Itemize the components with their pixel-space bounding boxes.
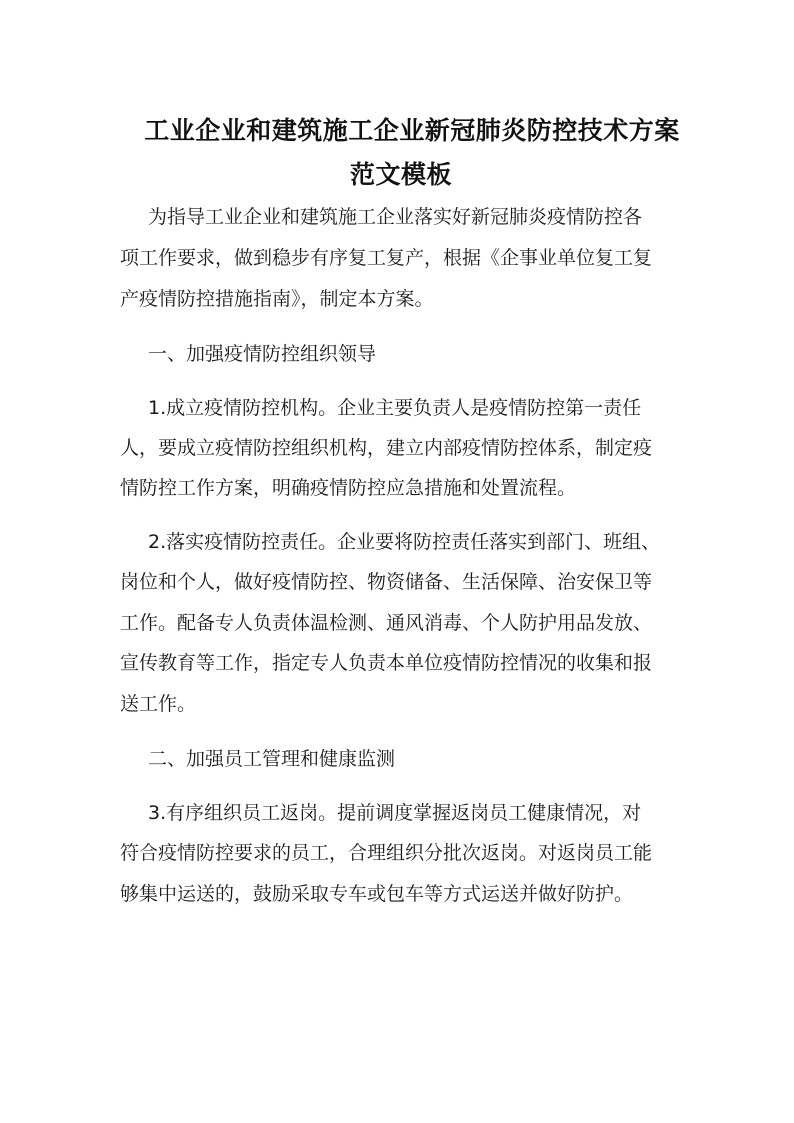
paragraph-line: 1.成立疫情防控机构。企业主要负责人是疫情防控第一责任 (148, 397, 642, 419)
paragraph-line: 为指导工业企业和建筑施工企业落实好新冠肺炎疫情防控各 (148, 206, 643, 228)
paragraph-line: 3.有序组织员工返岗。提前调度掌握返岗员工健康情况，对 (148, 802, 642, 824)
paragraph-line: 情防控工作方案，明确疫情防控应急措施和处置流程。 (120, 477, 577, 499)
document-title-line-1: 工业企业和建筑施工企业新冠肺炎防控技术方案 (144, 116, 680, 145)
paragraph-line: 人，要成立疫情防控组织机构，建立内部疫情防控体系，制定疫 (120, 437, 653, 459)
document-title-line-2: 范文模板 (349, 160, 452, 189)
paragraph-line: 宣传教育等工作，指定专人负责本单位疫情防控情况的收集和报 (120, 652, 653, 674)
paragraph-line: 岗位和个人，做好疫情防控、物资储备、生活保障、治安保卫等 (120, 571, 653, 593)
paragraph-line: 送工作。 (120, 693, 197, 715)
paragraph-line: 够集中运送的，鼓励采取专车或包车等方式运送并做好防护。 (120, 883, 634, 905)
paragraph-line: 2.落实疫情防控责任。企业要将防控责任落实到部门、班组、 (148, 531, 661, 553)
paragraph-line: 产疫情防控措施指南》，制定本方案。 (120, 288, 434, 310)
section-heading-text: 二、加强员工管理和健康监测 (148, 748, 396, 770)
paragraph-line: 工作。配备专人负责体温检测、通风消毒、个人防护用品发放、 (120, 612, 653, 634)
section-heading-text: 一、加强疫情防控组织领导 (148, 343, 377, 365)
paragraph-line: 项工作要求，做到稳步有序复工复产，根据《企事业单位复工复 (120, 247, 653, 269)
paragraph-line: 符合疫情防控要求的员工，合理组织分批次返岗。对返岗员工能 (120, 842, 653, 864)
